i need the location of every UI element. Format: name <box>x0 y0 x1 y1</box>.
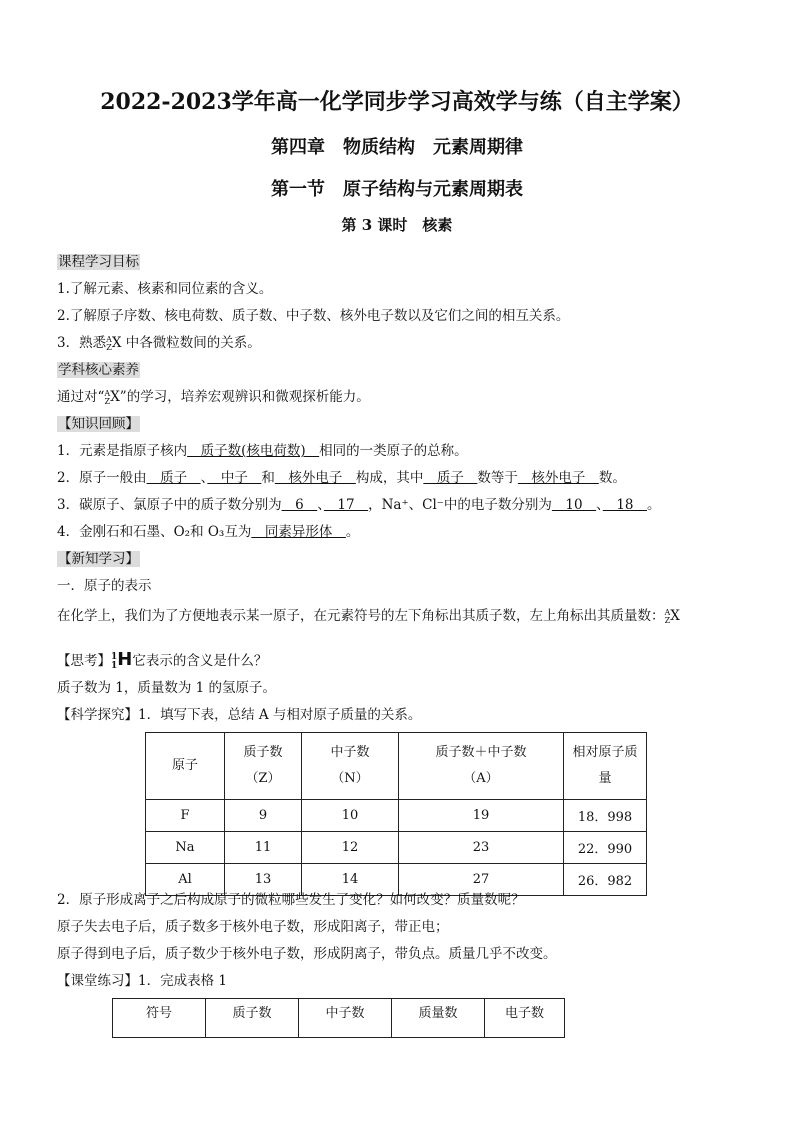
review-q1: 1．元素是指原子核内 质子数(核电荷数) 相同的一类原子的总称。 <box>57 443 468 459</box>
think-line: 【思考】 1 1 H它表示的含义是什么？ <box>57 649 268 671</box>
new-heading: 【新知学习】 <box>58 551 139 567</box>
hydrogen-notation: 1 1 <box>111 651 118 671</box>
chapter-title: 第四章 物质结构 元素周期律 <box>271 137 523 158</box>
goals-heading: 课程学习目标 <box>58 254 139 270</box>
col-atom: 原子 <box>146 733 225 800</box>
ions-question: 2．原子形成离子之后构成原子的微粒哪些发生了变化？如何改变？质量数呢？ <box>57 892 525 908</box>
goal-3: 3．熟悉 A Z X 中各微粒数间的关系。 <box>57 334 261 352</box>
col-protons: 质子数 （Z） <box>225 733 302 800</box>
nuclide-notation: A Z <box>106 334 112 352</box>
intro-text: 在化学上，我们为了方便地表示某一原子，在元素符号的左下角标出其质子数，左上角标出其质量数： A Z X <box>57 607 680 625</box>
table-row: F 9 10 19 18．998 <box>146 800 647 832</box>
main-title: 2022-2023学年高一化学同步学习高效学与练（自主学案） <box>100 89 694 115</box>
goal-1: 1.了解元素、核素和同位素的含义。 <box>57 281 273 297</box>
practice-line: 【课堂练习】1．完成表格 1 <box>57 973 227 989</box>
nuclide-notation: A Z <box>104 388 111 406</box>
review-q2: 2．原子一般由 质子 、 中子 和 核外电子 构成，其中 质子 数等于 核外电子 数。 <box>57 470 626 486</box>
lesson-title: 第 3 课时 核素 <box>341 216 453 234</box>
review-q4: 4．金刚石和石墨、O₂和 O₃互为 同素异形体 。 <box>57 524 360 540</box>
atom-table <box>145 732 647 896</box>
table-row: Al 13 14 27 26．982 <box>146 864 647 896</box>
review-heading: 【知识回顾】 <box>58 416 139 432</box>
hydrogen-symbol: H <box>117 649 133 670</box>
goal-2: 2.了解原子序数、核电荷数、质子数、中子数、核外电子数以及它们之间的相互关系。 <box>57 308 570 324</box>
table-header-row: 符号 质子数 中子数 质量数 电子数 <box>113 999 565 1038</box>
think-answer: 质子数为 1，质量数为 1 的氢原子。 <box>57 680 277 696</box>
ions-answer-2: 原子得到电子后，质子数少于核外电子数，形成阴离子，带负点。质量几乎不改变。 <box>57 946 557 962</box>
col-neutrons: 中子数 （N） <box>302 733 399 800</box>
review-q3: 3．碳原子、氯原子中的质子数分别为 6 、 17 ，Na⁺、Cl⁻中的电子数分别为 10 、 18 。 <box>57 497 661 513</box>
col-mass-number: 质子数＋中子数 （A） <box>399 733 564 800</box>
table-row: Na 11 12 23 22．990 <box>146 832 647 864</box>
ions-answer-1: 原子失去电子后，质子数多于核外电子数，形成阳离子，带正电； <box>57 919 449 935</box>
practice-table <box>112 998 565 1038</box>
nuclide-notation: A Z <box>664 607 671 625</box>
table-header-row <box>146 733 647 800</box>
col-relative-mass: 相对原子质 量 <box>564 733 647 800</box>
subsection-atom-notation: 一．原子的表示 <box>57 578 152 594</box>
core-heading: 学科核心素养 <box>58 362 139 378</box>
explore-line: 【科学探究】1．填写下表，总结 A 与相对原子质量的关系。 <box>57 707 422 723</box>
core-text: 通过对“ A Z X”的学习，培养宏观辨识和微观探析能力。 <box>57 388 370 406</box>
section-title: 第一节 原子结构与元素周期表 <box>271 179 523 200</box>
